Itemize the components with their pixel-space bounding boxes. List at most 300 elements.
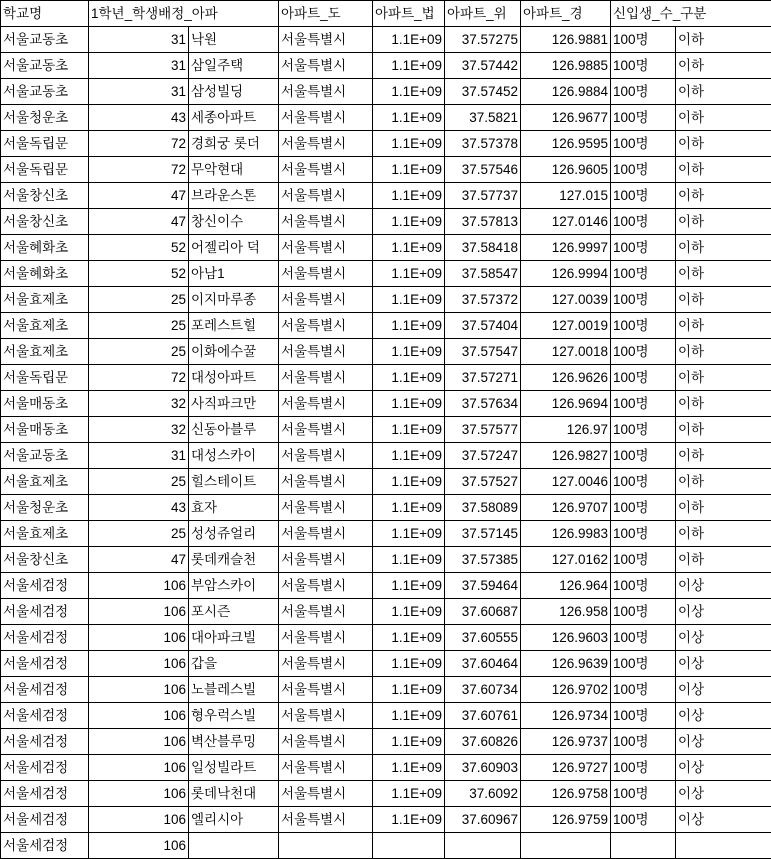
cell-category[interactable]: 이하 <box>676 27 771 53</box>
cell-sido[interactable]: 서울특별시 <box>279 339 373 365</box>
cell-category[interactable]: 이하 <box>676 339 771 365</box>
cell-legal-code[interactable]: 1.1E+09 <box>373 27 445 53</box>
cell-school[interactable]: 서울세검정 <box>1 651 89 677</box>
cell-school[interactable]: 서울세검정 <box>1 625 89 651</box>
cell-apartment-name[interactable]: 대성스카이 <box>189 443 279 469</box>
column-header-legal-code[interactable]: 아파트_법 <box>373 1 445 27</box>
cell-sido[interactable]: 서울특별시 <box>279 53 373 79</box>
cell-longitude[interactable]: 127.0019 <box>521 313 611 339</box>
cell-category[interactable]: 이상 <box>676 807 771 833</box>
cell-sido[interactable]: 서울특별시 <box>279 391 373 417</box>
cell-category[interactable]: 이하 <box>676 235 771 261</box>
cell-latitude[interactable]: 37.57372 <box>445 287 521 313</box>
cell-size[interactable]: 100명 <box>611 131 676 157</box>
cell-legal-code[interactable]: 1.1E+09 <box>373 495 445 521</box>
cell-category[interactable]: 이하 <box>676 391 771 417</box>
cell-latitude[interactable]: 37.60555 <box>445 625 521 651</box>
cell-school[interactable]: 서울세검정 <box>1 807 89 833</box>
cell-allocation-count[interactable]: 25 <box>89 521 189 547</box>
cell-sido[interactable]: 서울특별시 <box>279 573 373 599</box>
cell-allocation-count[interactable]: 47 <box>89 183 189 209</box>
cell-longitude[interactable]: 126.958 <box>521 599 611 625</box>
cell-sido[interactable]: 서울특별시 <box>279 287 373 313</box>
cell-apartment-name[interactable]: 형우럭스빌 <box>189 703 279 729</box>
cell-category[interactable]: 이하 <box>676 53 771 79</box>
cell-longitude[interactable]: 126.9759 <box>521 807 611 833</box>
cell-size[interactable]: 100명 <box>611 287 676 313</box>
cell-allocation-count[interactable]: 106 <box>89 807 189 833</box>
cell-legal-code[interactable] <box>373 833 445 859</box>
cell-legal-code[interactable]: 1.1E+09 <box>373 157 445 183</box>
table-row[interactable] <box>1 183 771 209</box>
cell-apartment-name[interactable]: 대성아파트 <box>189 365 279 391</box>
table-row[interactable] <box>1 625 771 651</box>
cell-legal-code[interactable]: 1.1E+09 <box>373 807 445 833</box>
cell-sido[interactable]: 서울특별시 <box>279 729 373 755</box>
cell-apartment-name[interactable]: 포레스트힐 <box>189 313 279 339</box>
cell-size[interactable]: 100명 <box>611 547 676 573</box>
cell-apartment-name[interactable]: 포시즌 <box>189 599 279 625</box>
cell-school[interactable]: 서울세검정 <box>1 755 89 781</box>
cell-allocation-count[interactable]: 52 <box>89 235 189 261</box>
cell-legal-code[interactable]: 1.1E+09 <box>373 365 445 391</box>
cell-allocation-count[interactable]: 25 <box>89 313 189 339</box>
cell-latitude[interactable]: 37.57145 <box>445 521 521 547</box>
cell-school[interactable]: 서울세검정 <box>1 599 89 625</box>
cell-category[interactable]: 이하 <box>676 209 771 235</box>
cell-school[interactable]: 서울효제초 <box>1 313 89 339</box>
cell-sido[interactable]: 서울특별시 <box>279 547 373 573</box>
cell-size[interactable]: 100명 <box>611 261 676 287</box>
cell-school[interactable]: 서울세검정 <box>1 729 89 755</box>
column-header-allocation[interactable]: 1학년_학생배정_아파 <box>89 1 279 27</box>
cell-longitude[interactable]: 126.964 <box>521 573 611 599</box>
table-row[interactable] <box>1 547 771 573</box>
cell-size[interactable]: 100명 <box>611 599 676 625</box>
column-header-latitude[interactable]: 아파트_위 <box>445 1 521 27</box>
table-row[interactable] <box>1 27 771 53</box>
cell-size[interactable]: 100명 <box>611 105 676 131</box>
cell-category[interactable]: 이상 <box>676 573 771 599</box>
cell-allocation-count[interactable]: 31 <box>89 53 189 79</box>
cell-category[interactable]: 이하 <box>676 443 771 469</box>
cell-allocation-count[interactable]: 106 <box>89 651 189 677</box>
cell-longitude[interactable]: 126.9639 <box>521 651 611 677</box>
cell-school[interactable]: 서울효제초 <box>1 287 89 313</box>
cell-longitude[interactable]: 126.9603 <box>521 625 611 651</box>
cell-apartment-name[interactable]: 이지마루종 <box>189 287 279 313</box>
table-row[interactable] <box>1 495 771 521</box>
cell-school[interactable]: 서울세검정 <box>1 781 89 807</box>
cell-size[interactable]: 100명 <box>611 703 676 729</box>
cell-sido[interactable]: 서울특별시 <box>279 313 373 339</box>
cell-longitude[interactable]: 127.0018 <box>521 339 611 365</box>
column-header-longitude[interactable]: 아파트_경 <box>521 1 611 27</box>
cell-longitude[interactable]: 126.9734 <box>521 703 611 729</box>
cell-size[interactable]: 100명 <box>611 183 676 209</box>
cell-sido[interactable]: 서울특별시 <box>279 27 373 53</box>
cell-apartment-name[interactable]: 힐스테이트 <box>189 469 279 495</box>
table-row[interactable] <box>1 703 771 729</box>
cell-allocation-count[interactable]: 106 <box>89 833 189 859</box>
table-row[interactable] <box>1 391 771 417</box>
cell-school[interactable]: 서울세검정 <box>1 573 89 599</box>
cell-longitude[interactable]: 126.9758 <box>521 781 611 807</box>
cell-apartment-name[interactable]: 롯데캐슬천 <box>189 547 279 573</box>
cell-legal-code[interactable]: 1.1E+09 <box>373 391 445 417</box>
cell-legal-code[interactable]: 1.1E+09 <box>373 599 445 625</box>
cell-apartment-name[interactable]: 무악현대 <box>189 157 279 183</box>
cell-school[interactable]: 서울청운초 <box>1 495 89 521</box>
cell-apartment-name[interactable]: 이화에수꿀 <box>189 339 279 365</box>
table-row[interactable] <box>1 781 771 807</box>
table-row[interactable] <box>1 807 771 833</box>
cell-category[interactable]: 이상 <box>676 651 771 677</box>
cell-category[interactable]: 이하 <box>676 105 771 131</box>
cell-sido[interactable]: 서울특별시 <box>279 651 373 677</box>
cell-size[interactable]: 100명 <box>611 807 676 833</box>
cell-school[interactable]: 서울독립문 <box>1 131 89 157</box>
cell-apartment-name[interactable]: 일성빌라트 <box>189 755 279 781</box>
cell-school[interactable]: 서울독립문 <box>1 365 89 391</box>
cell-apartment-name[interactable]: 창신이수 <box>189 209 279 235</box>
cell-sido[interactable]: 서울특별시 <box>279 261 373 287</box>
cell-school[interactable]: 서울매동초 <box>1 417 89 443</box>
cell-sido[interactable]: 서울특별시 <box>279 599 373 625</box>
cell-latitude[interactable]: 37.60687 <box>445 599 521 625</box>
cell-size[interactable]: 100명 <box>611 157 676 183</box>
cell-size[interactable]: 100명 <box>611 469 676 495</box>
cell-apartment-name[interactable]: 삼일주택 <box>189 53 279 79</box>
cell-apartment-name[interactable]: 사직파크만 <box>189 391 279 417</box>
column-header-sido[interactable]: 아파트_도 <box>279 1 373 27</box>
cell-size[interactable]: 100명 <box>611 79 676 105</box>
cell-allocation-count[interactable]: 106 <box>89 755 189 781</box>
cell-latitude[interactable]: 37.6092 <box>445 781 521 807</box>
table-row[interactable] <box>1 651 771 677</box>
cell-allocation-count[interactable]: 106 <box>89 573 189 599</box>
cell-size[interactable]: 100명 <box>611 443 676 469</box>
cell-latitude[interactable]: 37.57452 <box>445 79 521 105</box>
cell-legal-code[interactable]: 1.1E+09 <box>373 651 445 677</box>
cell-longitude[interactable]: 127.0162 <box>521 547 611 573</box>
cell-latitude[interactable]: 37.57737 <box>445 183 521 209</box>
cell-legal-code[interactable]: 1.1E+09 <box>373 573 445 599</box>
cell-longitude[interactable]: 127.0046 <box>521 469 611 495</box>
cell-size[interactable]: 100명 <box>611 417 676 443</box>
cell-school[interactable]: 서울매동초 <box>1 391 89 417</box>
cell-legal-code[interactable]: 1.1E+09 <box>373 313 445 339</box>
cell-legal-code[interactable]: 1.1E+09 <box>373 625 445 651</box>
cell-size[interactable]: 100명 <box>611 729 676 755</box>
cell-legal-code[interactable]: 1.1E+09 <box>373 53 445 79</box>
cell-category[interactable]: 이상 <box>676 625 771 651</box>
cell-school[interactable]: 서울혜화초 <box>1 235 89 261</box>
cell-legal-code[interactable]: 1.1E+09 <box>373 677 445 703</box>
cell-category[interactable] <box>676 833 771 859</box>
cell-school[interactable]: 서울창신초 <box>1 209 89 235</box>
cell-latitude[interactable]: 37.57442 <box>445 53 521 79</box>
cell-latitude[interactable]: 37.58418 <box>445 235 521 261</box>
cell-latitude[interactable]: 37.57271 <box>445 365 521 391</box>
cell-latitude[interactable]: 37.57404 <box>445 313 521 339</box>
cell-size[interactable]: 100명 <box>611 755 676 781</box>
cell-longitude[interactable]: 126.9881 <box>521 27 611 53</box>
cell-apartment-name[interactable]: 브라운스톤 <box>189 183 279 209</box>
cell-legal-code[interactable]: 1.1E+09 <box>373 105 445 131</box>
cell-latitude[interactable]: 37.60734 <box>445 677 521 703</box>
table-row[interactable] <box>1 443 771 469</box>
cell-allocation-count[interactable]: 32 <box>89 417 189 443</box>
cell-category[interactable]: 이상 <box>676 703 771 729</box>
cell-allocation-count[interactable]: 72 <box>89 131 189 157</box>
table-row[interactable] <box>1 131 771 157</box>
cell-school[interactable]: 서울창신초 <box>1 183 89 209</box>
table-row[interactable] <box>1 417 771 443</box>
cell-allocation-count[interactable]: 47 <box>89 547 189 573</box>
cell-category[interactable]: 이하 <box>676 79 771 105</box>
table-row[interactable] <box>1 261 771 287</box>
table-row[interactable] <box>1 521 771 547</box>
cell-size[interactable]: 100명 <box>611 235 676 261</box>
cell-sido[interactable]: 서울특별시 <box>279 235 373 261</box>
cell-allocation-count[interactable]: 25 <box>89 469 189 495</box>
cell-sido[interactable]: 서울특별시 <box>279 677 373 703</box>
cell-latitude[interactable]: 37.60903 <box>445 755 521 781</box>
cell-apartment-name[interactable]: 아남1 <box>189 261 279 287</box>
cell-apartment-name[interactable] <box>189 833 279 859</box>
cell-category[interactable]: 이상 <box>676 755 771 781</box>
cell-sido[interactable]: 서울특별시 <box>279 807 373 833</box>
cell-allocation-count[interactable]: 106 <box>89 625 189 651</box>
cell-school[interactable]: 서울세검정 <box>1 703 89 729</box>
cell-size[interactable]: 100명 <box>611 339 676 365</box>
cell-apartment-name[interactable]: 부암스카이 <box>189 573 279 599</box>
cell-latitude[interactable] <box>445 833 521 859</box>
cell-legal-code[interactable]: 1.1E+09 <box>373 547 445 573</box>
cell-category[interactable]: 이상 <box>676 599 771 625</box>
column-header-school[interactable]: 학교명 <box>1 1 89 27</box>
cell-category[interactable]: 이상 <box>676 781 771 807</box>
cell-legal-code[interactable]: 1.1E+09 <box>373 521 445 547</box>
cell-latitude[interactable]: 37.57275 <box>445 27 521 53</box>
cell-latitude[interactable]: 37.60464 <box>445 651 521 677</box>
cell-legal-code[interactable]: 1.1E+09 <box>373 339 445 365</box>
cell-category[interactable]: 이상 <box>676 729 771 755</box>
cell-latitude[interactable]: 37.58089 <box>445 495 521 521</box>
cell-legal-code[interactable]: 1.1E+09 <box>373 261 445 287</box>
table-row[interactable] <box>1 287 771 313</box>
cell-sido[interactable]: 서울특별시 <box>279 105 373 131</box>
cell-school[interactable]: 서울세검정 <box>1 833 89 859</box>
cell-apartment-name[interactable]: 세종아파트 <box>189 105 279 131</box>
cell-longitude[interactable]: 126.9677 <box>521 105 611 131</box>
cell-allocation-count[interactable]: 31 <box>89 79 189 105</box>
cell-latitude[interactable]: 37.57634 <box>445 391 521 417</box>
cell-school[interactable]: 서울효제초 <box>1 521 89 547</box>
cell-longitude[interactable]: 126.9626 <box>521 365 611 391</box>
table-row[interactable] <box>1 729 771 755</box>
cell-size[interactable]: 100명 <box>611 781 676 807</box>
cell-school[interactable]: 서울독립문 <box>1 157 89 183</box>
cell-longitude[interactable]: 127.0039 <box>521 287 611 313</box>
cell-longitude[interactable] <box>521 833 611 859</box>
cell-category[interactable]: 이하 <box>676 157 771 183</box>
cell-size[interactable]: 100명 <box>611 313 676 339</box>
cell-allocation-count[interactable]: 43 <box>89 105 189 131</box>
cell-school[interactable]: 서울청운초 <box>1 105 89 131</box>
cell-sido[interactable]: 서울특별시 <box>279 443 373 469</box>
cell-size[interactable]: 100명 <box>611 391 676 417</box>
cell-latitude[interactable]: 37.60967 <box>445 807 521 833</box>
table-row[interactable] <box>1 105 771 131</box>
cell-latitude[interactable]: 37.57247 <box>445 443 521 469</box>
cell-legal-code[interactable]: 1.1E+09 <box>373 183 445 209</box>
cell-legal-code[interactable]: 1.1E+09 <box>373 235 445 261</box>
cell-category[interactable]: 이하 <box>676 547 771 573</box>
cell-latitude[interactable]: 37.57577 <box>445 417 521 443</box>
cell-allocation-count[interactable]: 106 <box>89 729 189 755</box>
cell-allocation-count[interactable]: 43 <box>89 495 189 521</box>
cell-allocation-count[interactable]: 106 <box>89 703 189 729</box>
cell-legal-code[interactable]: 1.1E+09 <box>373 79 445 105</box>
cell-category[interactable]: 이하 <box>676 287 771 313</box>
cell-sido[interactable]: 서울특별시 <box>279 417 373 443</box>
cell-latitude[interactable]: 37.60761 <box>445 703 521 729</box>
cell-category[interactable]: 이하 <box>676 131 771 157</box>
table-row[interactable] <box>1 833 771 859</box>
cell-legal-code[interactable]: 1.1E+09 <box>373 417 445 443</box>
cell-latitude[interactable]: 37.57547 <box>445 339 521 365</box>
cell-sido[interactable]: 서울특별시 <box>279 183 373 209</box>
cell-size[interactable]: 100명 <box>611 625 676 651</box>
cell-category[interactable]: 이하 <box>676 469 771 495</box>
cell-allocation-count[interactable]: 106 <box>89 781 189 807</box>
cell-legal-code[interactable]: 1.1E+09 <box>373 287 445 313</box>
cell-latitude[interactable]: 37.57385 <box>445 547 521 573</box>
cell-legal-code[interactable]: 1.1E+09 <box>373 469 445 495</box>
cell-apartment-name[interactable]: 삼성빌딩 <box>189 79 279 105</box>
cell-legal-code[interactable]: 1.1E+09 <box>373 209 445 235</box>
cell-sido[interactable]: 서울특별시 <box>279 521 373 547</box>
cell-latitude[interactable]: 37.58547 <box>445 261 521 287</box>
cell-school[interactable]: 서울세검정 <box>1 677 89 703</box>
cell-latitude[interactable]: 37.57546 <box>445 157 521 183</box>
cell-category[interactable]: 이하 <box>676 313 771 339</box>
cell-sido[interactable]: 서울특별시 <box>279 703 373 729</box>
cell-legal-code[interactable]: 1.1E+09 <box>373 131 445 157</box>
cell-allocation-count[interactable]: 52 <box>89 261 189 287</box>
cell-school[interactable]: 서울혜화초 <box>1 261 89 287</box>
cell-latitude[interactable]: 37.57813 <box>445 209 521 235</box>
cell-allocation-count[interactable]: 47 <box>89 209 189 235</box>
cell-apartment-name[interactable]: 신동아블루 <box>189 417 279 443</box>
cell-sido[interactable]: 서울특별시 <box>279 157 373 183</box>
cell-sido[interactable]: 서울특별시 <box>279 781 373 807</box>
cell-latitude[interactable]: 37.5821 <box>445 105 521 131</box>
cell-apartment-name[interactable]: 낙원 <box>189 27 279 53</box>
cell-legal-code[interactable]: 1.1E+09 <box>373 729 445 755</box>
table-row[interactable] <box>1 599 771 625</box>
cell-legal-code[interactable]: 1.1E+09 <box>373 443 445 469</box>
cell-size[interactable]: 100명 <box>611 521 676 547</box>
cell-size[interactable]: 100명 <box>611 209 676 235</box>
cell-school[interactable]: 서울교동초 <box>1 79 89 105</box>
cell-longitude[interactable]: 126.9884 <box>521 79 611 105</box>
cell-longitude[interactable]: 126.97 <box>521 417 611 443</box>
cell-longitude[interactable]: 126.9997 <box>521 235 611 261</box>
cell-longitude[interactable]: 126.9727 <box>521 755 611 781</box>
cell-latitude[interactable]: 37.59464 <box>445 573 521 599</box>
cell-longitude[interactable]: 126.9994 <box>521 261 611 287</box>
cell-longitude[interactable]: 126.9707 <box>521 495 611 521</box>
cell-apartment-name[interactable]: 갑을 <box>189 651 279 677</box>
cell-size[interactable] <box>611 833 676 859</box>
column-header-size-category[interactable]: 신입생_수_구분 <box>611 1 771 27</box>
cell-size[interactable]: 100명 <box>611 365 676 391</box>
cell-apartment-name[interactable]: 벽산블루밍 <box>189 729 279 755</box>
cell-longitude[interactable]: 126.9983 <box>521 521 611 547</box>
table-row[interactable] <box>1 79 771 105</box>
cell-allocation-count[interactable]: 25 <box>89 287 189 313</box>
cell-sido[interactable]: 서울특별시 <box>279 469 373 495</box>
cell-school[interactable]: 서울효제초 <box>1 469 89 495</box>
cell-category[interactable]: 이하 <box>676 261 771 287</box>
cell-longitude[interactable]: 126.9605 <box>521 157 611 183</box>
cell-apartment-name[interactable]: 효자 <box>189 495 279 521</box>
cell-category[interactable]: 이하 <box>676 183 771 209</box>
cell-category[interactable]: 이상 <box>676 677 771 703</box>
cell-allocation-count[interactable]: 72 <box>89 365 189 391</box>
table-row[interactable] <box>1 365 771 391</box>
table-row[interactable] <box>1 677 771 703</box>
cell-allocation-count[interactable]: 106 <box>89 677 189 703</box>
table-row[interactable] <box>1 573 771 599</box>
cell-size[interactable]: 100명 <box>611 677 676 703</box>
table-row[interactable] <box>1 235 771 261</box>
cell-sido[interactable]: 서울특별시 <box>279 755 373 781</box>
cell-category[interactable]: 이하 <box>676 495 771 521</box>
table-row[interactable] <box>1 755 771 781</box>
cell-size[interactable]: 100명 <box>611 53 676 79</box>
cell-school[interactable]: 서울교동초 <box>1 27 89 53</box>
cell-longitude[interactable]: 126.9595 <box>521 131 611 157</box>
cell-category[interactable]: 이하 <box>676 521 771 547</box>
cell-sido[interactable]: 서울특별시 <box>279 495 373 521</box>
cell-sido[interactable]: 서울특별시 <box>279 209 373 235</box>
cell-category[interactable]: 이하 <box>676 365 771 391</box>
table-row[interactable] <box>1 469 771 495</box>
cell-allocation-count[interactable]: 106 <box>89 599 189 625</box>
cell-longitude[interactable]: 126.9827 <box>521 443 611 469</box>
cell-longitude[interactable]: 126.9737 <box>521 729 611 755</box>
cell-allocation-count[interactable]: 72 <box>89 157 189 183</box>
cell-allocation-count[interactable]: 25 <box>89 339 189 365</box>
cell-school[interactable]: 서울교동초 <box>1 443 89 469</box>
table-row[interactable] <box>1 339 771 365</box>
cell-sido[interactable] <box>279 833 373 859</box>
cell-longitude[interactable]: 126.9694 <box>521 391 611 417</box>
cell-size[interactable]: 100명 <box>611 651 676 677</box>
table-row[interactable] <box>1 313 771 339</box>
cell-apartment-name[interactable]: 경희궁 롯더 <box>189 131 279 157</box>
cell-apartment-name[interactable]: 노블레스빌 <box>189 677 279 703</box>
cell-longitude[interactable]: 127.015 <box>521 183 611 209</box>
table-row[interactable] <box>1 53 771 79</box>
cell-legal-code[interactable]: 1.1E+09 <box>373 781 445 807</box>
cell-legal-code[interactable]: 1.1E+09 <box>373 703 445 729</box>
cell-legal-code[interactable]: 1.1E+09 <box>373 755 445 781</box>
